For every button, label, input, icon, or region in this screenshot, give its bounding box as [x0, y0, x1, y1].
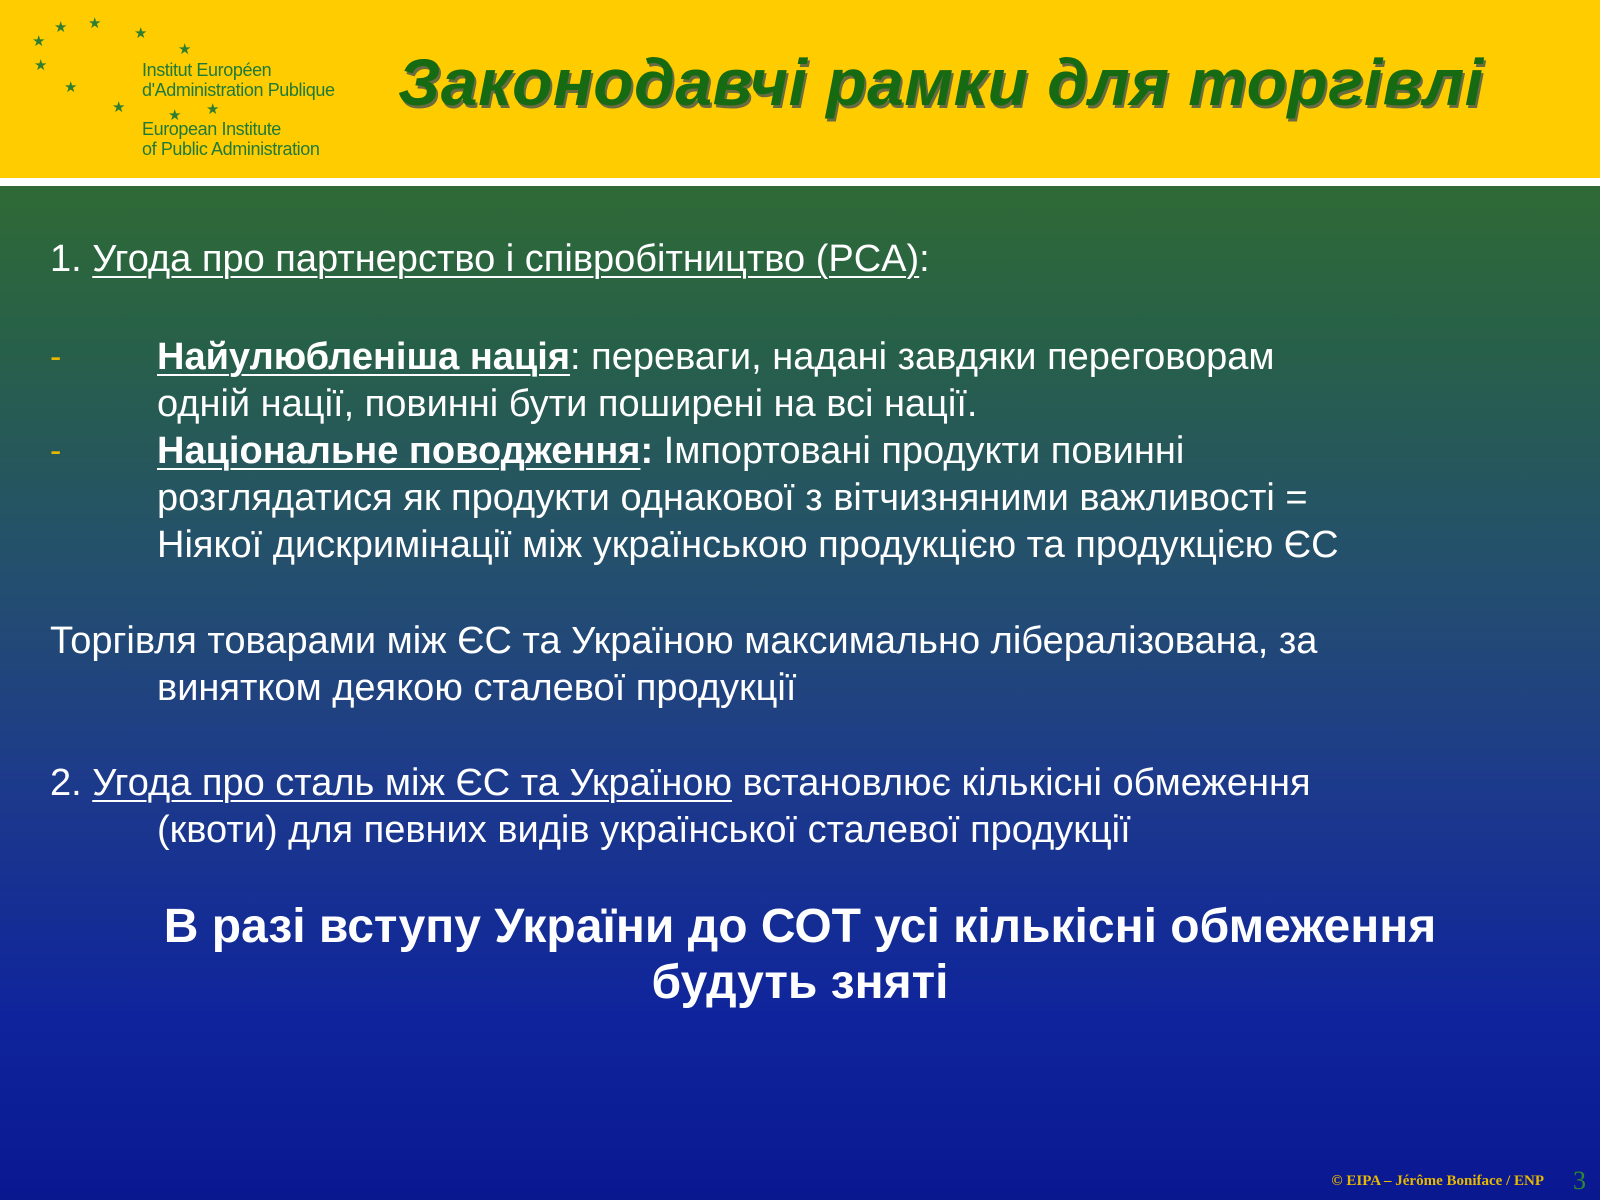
- eipa-logo: [28, 14, 378, 174]
- section1-colon: :: [919, 238, 930, 280]
- trade-note-line1: Торгівля товарами між ЄС та Україною максимально лібералізована, за: [50, 620, 1318, 662]
- slide-title: Законодавчі рамки для торгівлі: [398, 45, 1484, 119]
- bullet2-line3: Ніякої дискримінації між українською продукцією та продукцією ЄС: [157, 524, 1339, 566]
- logo-text-fr-1: Institut Européen: [142, 60, 272, 80]
- logo-text-fr-2: d'Administration Publique: [142, 80, 335, 100]
- section2-line2: (квоти) для певних видів української сталевої продукції: [157, 809, 1131, 851]
- eu-stars-icon: ★ ★ ★ ★ ★ ★ ★ ★ ★ ★: [32, 15, 220, 124]
- national-treatment-text-1: Імпортовані продукти повинні: [653, 430, 1185, 472]
- page-number: 3: [1573, 1166, 1586, 1195]
- national-treatment-term: Національне поводження: [157, 430, 641, 472]
- slide-body: [0, 186, 1600, 1200]
- conclusion-line1: В разі вступу України до СОТ усі кількісні обмеження: [163, 900, 1437, 953]
- section1-heading: [50, 236, 930, 283]
- bullet2-line2: розглядатися як продукти однакової з вітчизняними важливості =: [157, 477, 1308, 519]
- steel-agreement-link: Угода про сталь між ЄС та Україною: [92, 762, 732, 804]
- section2-text-1: встановлює кількісні обмеження: [731, 762, 1311, 804]
- mfn-text-1: : переваги, надані завдяки переговорам: [570, 336, 1275, 378]
- bullet-dash-1: -: [50, 338, 62, 376]
- header-bar: [0, 0, 1600, 178]
- logo-text-en-1: European Institute: [142, 119, 281, 139]
- bullet2-line1: [157, 428, 1184, 475]
- section2-line1: [50, 760, 1311, 807]
- trade-note-line2: винятком деякою сталевої продукції: [157, 667, 797, 709]
- mfn-term: Найулюбленіша нація: [157, 336, 571, 378]
- bullet1-line1: [157, 334, 1275, 381]
- footer-copyright: © EIPA – Jérôme Boniface / ENP: [1331, 1173, 1544, 1189]
- section2-number: 2.: [50, 762, 93, 804]
- header-divider: [0, 178, 1600, 186]
- logo-text-en-2: of Public Administration: [142, 139, 320, 159]
- conclusion-line2: будуть зняті: [651, 956, 949, 1009]
- pca-agreement-link: Угода про партнерство і співробітництво (PCA): [92, 238, 920, 280]
- section1-number: 1.: [50, 238, 93, 280]
- bullet-dash-2: -: [50, 432, 62, 470]
- national-treatment-colon: :: [640, 430, 654, 472]
- bullet1-line2: одній нації, повинні бути поширені на всі нації.: [157, 383, 978, 425]
